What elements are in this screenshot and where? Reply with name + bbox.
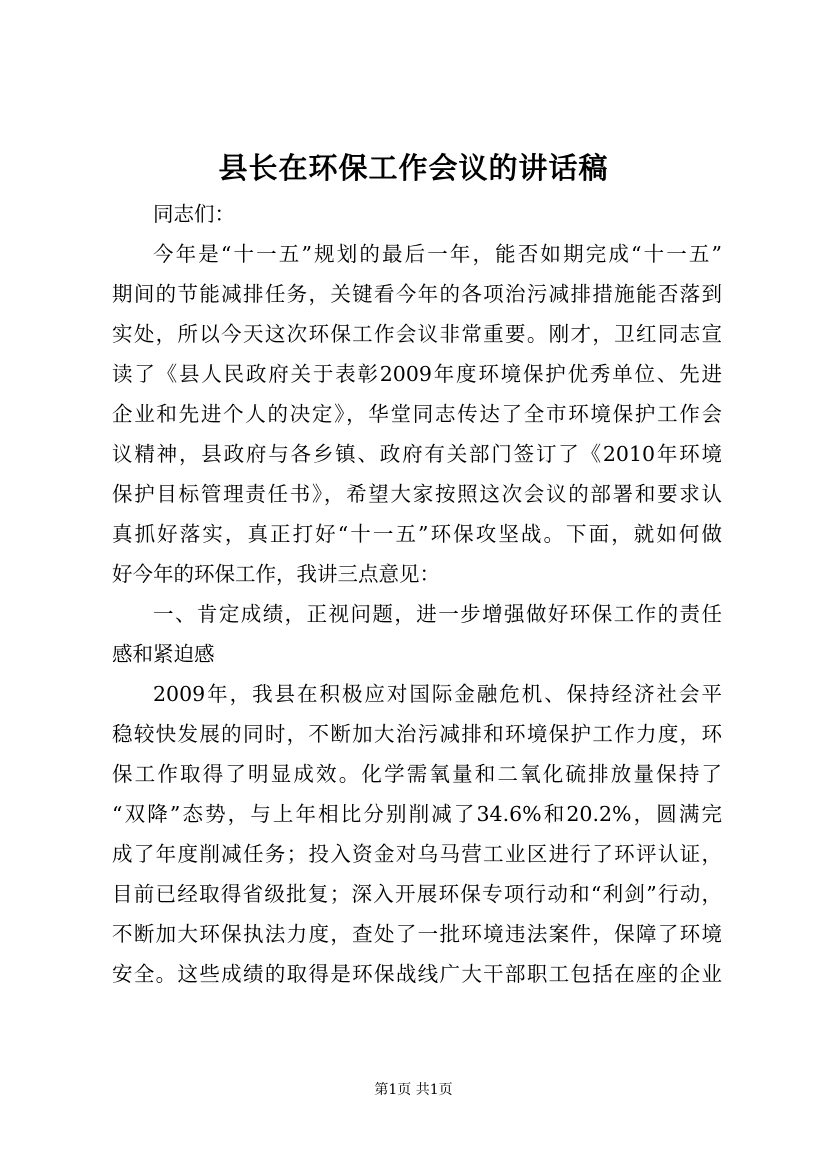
paragraph-line: 安全。这些成绩的取得是环保战线广大干部职工包括在座的企业 bbox=[112, 962, 722, 986]
paragraph-line: 成了年度削减任务；投入资金对乌马营工业区进行了环评认证， bbox=[112, 842, 722, 866]
paragraph-line: 议精神，县政府与各乡镇、政府有关部门签订了《2010年环境 bbox=[112, 442, 722, 466]
paragraph-line: 期间的节能减排任务，关键看今年的各项治污减排措施能否落到 bbox=[112, 282, 722, 306]
document-title: 县长在环保工作会议的讲话稿 bbox=[218, 151, 609, 185]
page-footer: 第1页 共1页 bbox=[374, 1082, 453, 1098]
document-body bbox=[112, 194, 722, 994]
paragraph-line: 今年是“十一五”规划的最后一年，能否如期完成“十一五” bbox=[153, 242, 722, 266]
section-heading-line: 感和紧迫感 bbox=[112, 642, 215, 666]
paragraph-line: 稳较快发展的同时，不断加大治污减排和环境保护工作力度，环 bbox=[112, 722, 722, 746]
salutation-line: 同志们： bbox=[153, 202, 235, 226]
paragraph-line: 不断加大环保执法力度，查处了一批环境违法案件，保障了环境 bbox=[112, 922, 722, 946]
paragraph-line: “双降”态势，与上年相比分别削减了34.6%和20.2%，圆满完 bbox=[112, 802, 722, 826]
paragraph-line: 实处，所以今天这次环保工作会议非常重要。刚才，卫红同志宣 bbox=[112, 322, 722, 346]
paragraph-line: 好今年的环保工作，我讲三点意见： bbox=[112, 562, 440, 586]
section-heading-line: 一、肯定成绩，正视问题，进一步增强做好环保工作的责任 bbox=[153, 602, 722, 626]
paragraph-line: 2009年，我县在积极应对国际金融危机、保持经济社会平 bbox=[153, 682, 722, 706]
paragraph-line: 保护目标管理责任书》，希望大家按照这次会议的部署和要求认 bbox=[112, 482, 722, 506]
paragraph-line: 保工作取得了明显成效。化学需氧量和二氧化硫排放量保持了 bbox=[112, 762, 722, 786]
paragraph-line: 企业和先进个人的决定》，华堂同志传达了全市环境保护工作会 bbox=[112, 402, 722, 426]
paragraph-line: 真抓好落实，真正打好“十一五”环保攻坚战。下面，就如何做 bbox=[112, 522, 722, 546]
paragraph-line: 目前已经取得省级批复；深入开展环保专项行动和“利剑”行动， bbox=[112, 882, 722, 906]
paragraph-line: 读了《县人民政府关于表彰2009年度环境保护优秀单位、先进 bbox=[112, 362, 722, 386]
